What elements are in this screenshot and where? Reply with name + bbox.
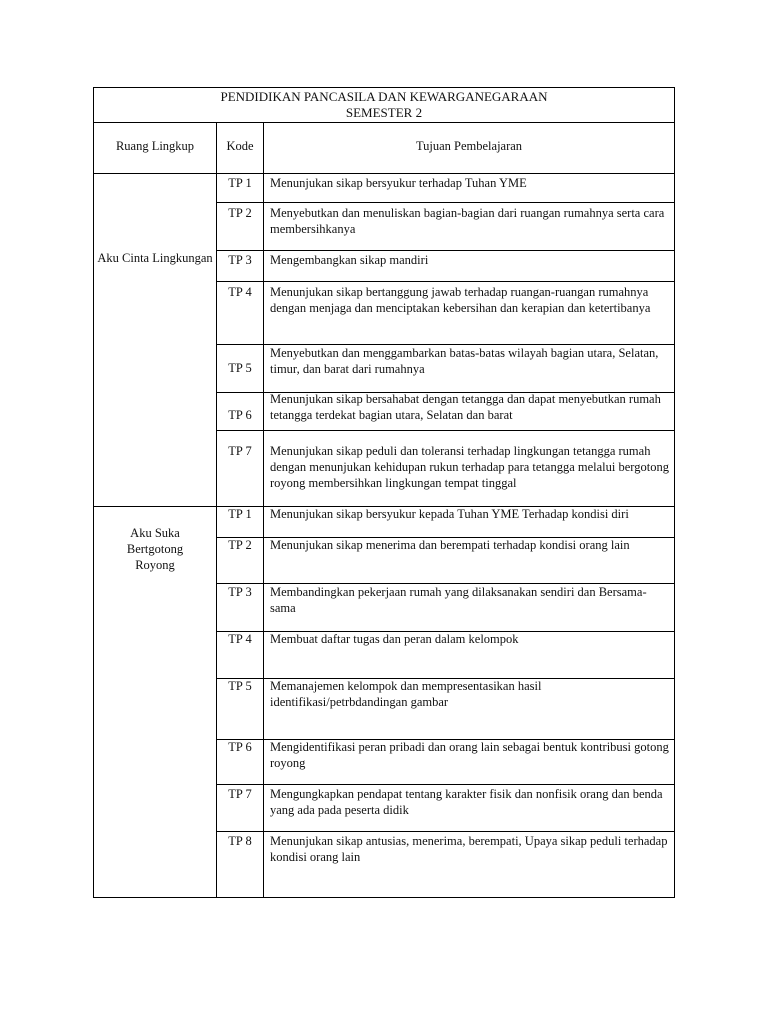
divider <box>94 173 674 174</box>
tujuan-cell: Menunjukan sikap bersyukur kepada Tuhan YME Terhadap kondisi diri <box>270 507 629 521</box>
tujuan-cell: Membuat daftar tugas dan peran dalam kelompok <box>270 632 519 646</box>
kode-cell: TP 1 <box>228 507 252 521</box>
tujuan-cell: Menunjukan sikap bertanggung jawab terhadap ruangan-ruangan rumahnya dengan menjaga dan menciptakan kebersihan dan kerapian dan ketertibanya <box>270 285 651 315</box>
header-kode: Kode <box>226 139 254 153</box>
tujuan-cell: Menyebutkan dan menuliskan bagian-bagian dari ruangan rumahnya serta cara membersihkanya <box>270 206 665 236</box>
kode-cell: TP 4 <box>228 632 252 646</box>
kode-cell: TP 7 <box>228 787 252 801</box>
tujuan-cell: Menunjukan sikap antusias, menerima, berempati, Upaya sikap peduli terhadap kondisi orang lain <box>270 834 668 864</box>
kode-cell: TP 7 <box>228 444 252 458</box>
row-divider <box>217 784 674 785</box>
tujuan-cell: Menunjukan sikap peduli dan toleransi terhadap lingkungan tetangga rumah dengan menunjukan kehidupan rukun terhadap para tetangga melalui bergotong royong membersihkan lingkungan tempat tinggal <box>270 444 669 490</box>
row-divider <box>217 831 674 832</box>
tujuan-cell: Menunjukan sikap bersyukur terhadap Tuhan YME <box>270 176 527 190</box>
tujuan-cell: Mengidentifikasi peran pribadi dan orang lain sebagai bentuk kontribusi gotong royong <box>270 740 669 770</box>
title-line-2: SEMESTER 2 <box>345 105 423 120</box>
column-divider <box>263 122 264 897</box>
kode-cell: TP 6 <box>228 408 252 422</box>
table-title <box>94 89 674 121</box>
row-divider <box>217 430 674 431</box>
row-divider <box>217 250 674 251</box>
kode-cell: TP 2 <box>228 538 252 552</box>
kode-cell: TP 5 <box>228 361 252 375</box>
tujuan-cell: Menunjukan sikap bersahabat dengan tetangga dan dapat menyebutkan rumah tetangga terdekat bagian utara, Selatan dan barat <box>270 392 661 422</box>
row-divider <box>217 281 674 282</box>
tujuan-cell: Mengembangkan sikap mandiri <box>270 253 429 267</box>
header-tujuan: Tujuan Pembelajaran <box>415 139 523 153</box>
tujuan-cell: Memanajemen kelompok dan mempresentasikan hasil identifikasi/petrbdandingan gambar <box>270 679 542 709</box>
kode-cell: TP 6 <box>228 740 252 754</box>
document-table <box>93 87 675 898</box>
kode-cell: TP 8 <box>228 834 252 848</box>
kode-cell: TP 3 <box>228 253 252 267</box>
title-line-1: PENDIDIKAN PANCASILA DAN KEWARGANEGARAAN <box>220 89 548 104</box>
row-divider <box>217 202 674 203</box>
kode-cell: TP 4 <box>228 285 252 299</box>
group-label-aku-suka-bertgotong-royong: Aku Suka Bertgotong Royong <box>126 526 184 572</box>
tujuan-cell: Menyebutkan dan menggambarkan batas-batas wilayah bagian utara, Selatan, timur, dan barat dari rumahnya <box>270 346 659 376</box>
tujuan-cell: Membandingkan pekerjaan rumah yang dilaksanakan sendiri dan Bersama-sama <box>270 585 647 615</box>
tujuan-cell: Menunjukan sikap menerima dan berempati terhadap kondisi orang lain <box>270 538 630 552</box>
kode-cell: TP 5 <box>228 679 252 693</box>
tujuan-cell: Mengungkapkan pendapat tentang karakter fisik dan nonfisik orang dan benda yang ada pada peserta didik <box>270 787 663 817</box>
kode-cell: TP 2 <box>228 206 252 220</box>
group-label-aku-cinta-lingkungan: Aku Cinta Lingkungan <box>97 251 213 265</box>
divider <box>94 122 674 123</box>
header-ruang-lingkup: Ruang Lingkup <box>115 139 195 153</box>
kode-cell: TP 3 <box>228 585 252 599</box>
kode-cell: TP 1 <box>228 176 252 190</box>
